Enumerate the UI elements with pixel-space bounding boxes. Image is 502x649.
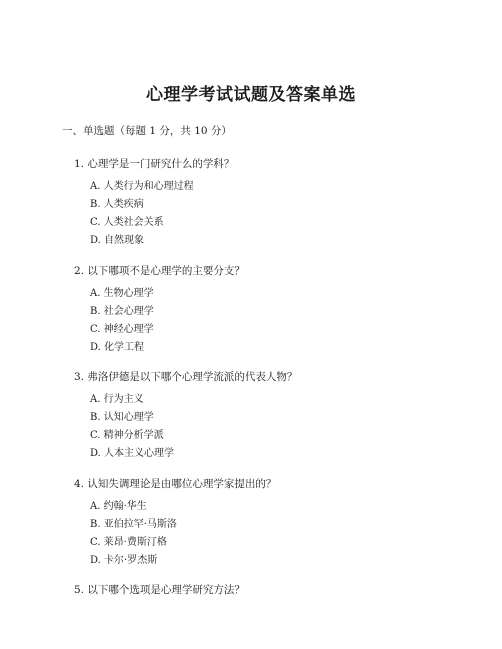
- q1-option-a: A. 人类行为和心理过程: [90, 181, 194, 192]
- q4-option-b: B. 亚伯拉罕·马斯洛: [90, 519, 177, 530]
- q4-option-d: D. 卡尔·罗杰斯: [90, 555, 158, 566]
- q1-option-b: B. 人类疾病: [90, 199, 144, 210]
- q2-option-c: C. 神经心理学: [90, 324, 154, 335]
- question-2: 2. 以下哪项不是心理学的主要分支？: [74, 265, 245, 277]
- q1-option-c: C. 人类社会关系: [90, 217, 164, 228]
- question-3: 3. 弗洛伊德是以下哪个心理学流派的代表人物？: [74, 371, 298, 383]
- q2-option-b: B. 社会心理学: [90, 306, 154, 317]
- question-5: 5. 以下哪个选项是心理学研究方法？: [74, 584, 245, 596]
- document-title: 心理学考试试题及答案单选: [146, 85, 356, 105]
- q3-option-d: D. 人本主义心理学: [90, 448, 175, 459]
- q2-option-d: D. 化学工程: [90, 342, 145, 353]
- q3-option-b: B. 认知心理学: [90, 412, 154, 423]
- q4-option-c: C. 莱昂·费斯汀格: [90, 537, 167, 548]
- question-4: 4. 认知失调理论是由哪位心理学家提出的？: [74, 478, 277, 490]
- q3-option-c: C. 精神分析学派: [90, 430, 164, 441]
- section-heading: 一、单选题（每题 1 分，共 10 分）: [62, 125, 232, 137]
- question-1: 1. 心理学是一门研究什么的学科？: [74, 158, 235, 170]
- q2-option-a: A. 生物心理学: [90, 288, 154, 299]
- q3-option-a: A. 行为主义: [90, 394, 144, 405]
- q1-option-d: D. 自然现象: [90, 235, 145, 246]
- q4-option-a: A. 约翰·华生: [90, 501, 147, 512]
